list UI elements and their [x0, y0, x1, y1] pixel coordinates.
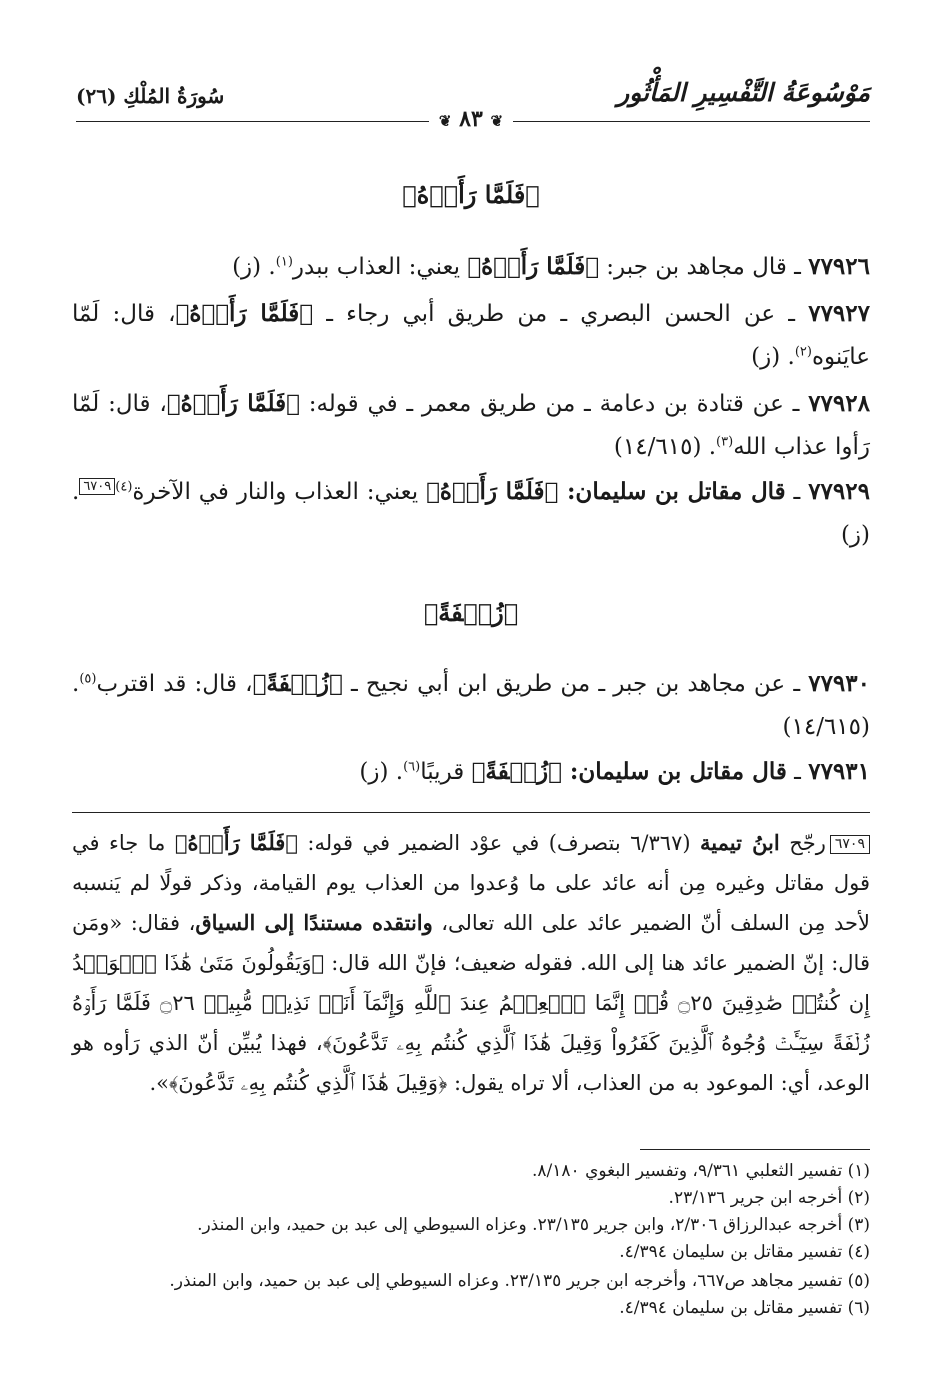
note-text: ، فقال: «ومَن قال: إنّ الضمير عائد هنا إلى الله. فقوله ضعيف؛ فإنّ الله قال:: [72, 911, 870, 975]
entry: [72, 470, 870, 557]
footnote-ref: (٤): [115, 479, 133, 495]
entry: [72, 382, 870, 469]
quran-verse: ﴿وَقِيلَ هَٰذَا ٱلَّذِي كُنتُم بِهِۦ تَدَّعُونَ﴾: [168, 1071, 448, 1095]
entry-dash: ـ: [783, 391, 809, 417]
entry-text: عن الحسن البصري ـ من طريق أبي رجاء ـ: [313, 301, 776, 327]
section-title: ﴿زُلۡفَةً﴾: [423, 598, 519, 627]
footnote: (٤) تفسير مقاتل بن سليمان ٤/٣٩٤.: [619, 1242, 870, 1262]
entry-number: ٧٧٩٢٩: [808, 478, 870, 505]
note-separator: [72, 812, 870, 813]
page-number-group: [429, 106, 513, 132]
footnote-ref: (١): [275, 254, 293, 270]
footnote-ref: (٣): [716, 434, 734, 450]
entry-text: يعني: العذاب والنار في الآخرة: [132, 479, 427, 505]
entry-source: . (ز): [72, 479, 870, 548]
entry-text: يعني: العذاب ببدر: [292, 254, 468, 280]
note-text: ما جاء في قول مقاتل وغيره مِن أنه عائد على ما وُعدوا من العذاب يوم القيامة، وذكر قولًا لم يَنسبه لأحد مِن السلف أنّ الضمير عائد على الله تعالى،: [72, 831, 871, 935]
ornament-icon: ❦: [490, 112, 504, 130]
section-title: ﴿فَلَمَّا رَأَوۡهُ﴾: [402, 180, 540, 209]
entry-source: . (١٤/٦١٥): [613, 434, 717, 460]
footnote: (١) تفسير الثعلبي ٩/٣٦١، وتفسير البغوي ٨/١٨٠.: [532, 1161, 870, 1181]
entry-number: ٧٧٩٢٧: [808, 300, 870, 327]
quran-verse: ﴿فَلَمَّا رَأَوۡهُ﴾: [166, 390, 300, 417]
note-text: رجّح: [779, 831, 826, 855]
page-number-wrap: [0, 106, 942, 132]
entry-dash: ـ: [775, 301, 809, 327]
quran-verse: ﴿زُلۡفَةً﴾: [252, 670, 343, 697]
note-number-box: ٦٧٠٩: [830, 835, 870, 854]
entry-text: ، قال: قد اقترب: [96, 671, 253, 697]
entry-dash: ـ: [785, 479, 809, 505]
footnote-ref: (٢): [794, 344, 812, 360]
note-scholar: ابنُ تيمية: [700, 830, 780, 855]
quran-verse: ﴿زُلۡفَةً﴾: [471, 758, 562, 785]
footnote: (٣) أخرجه عبدالرزاق ٢/٣٠٦، وابن جرير ٢٣/١٣٥. وعزاه السيوطي إلى عبد بن حميد، وابن المنذر.: [197, 1215, 870, 1235]
footnote-ref: (٥): [79, 671, 97, 687]
entry: [72, 245, 870, 289]
entry-source: . (ز): [232, 254, 276, 280]
note-emphasis: وانتقده مستندًا إلى السياق: [195, 910, 433, 935]
entry-source: . (١٤/٦١٥): [72, 671, 870, 740]
entry: [72, 750, 870, 794]
quran-verse: ﴿فَلَمَّا رَأَوۡهُ﴾: [174, 830, 298, 855]
entry-text: قال مجاهد بن جبر:: [599, 254, 787, 280]
entry-number: ٧٧٩٣١: [808, 758, 870, 785]
quran-verse: ﴿فَلَمَّا رَأَوۡهُ﴾: [175, 300, 314, 327]
entry-dash: ـ: [785, 671, 809, 697]
footnote: (٥) تفسير مجاهد ص٦٦٧، وأخرجه ابن جرير ٢٣/١٣٥. وعزاه السيوطي إلى عبد بن حميد، وابن المنذر.: [169, 1271, 870, 1291]
entry-source: . (ز): [359, 759, 404, 785]
note-text: ، فهذا يُبيِّن أنّ الذي رَأوه هو الوعد، أي: الموعود به من العذاب، ألا تراه يقول:: [72, 1031, 870, 1095]
entry-text: ، قال: لَمّا رَأوا عذاب الله: [72, 391, 870, 460]
footnote: (٢) أخرجه ابن جرير ٢٣/١٣٦.: [668, 1188, 870, 1208]
entry: [72, 292, 870, 379]
editorial-note: [72, 823, 870, 1103]
note-text: (٦/٣٦٧ بتصرف) في عوْد الضمير في قوله:: [297, 831, 701, 855]
entry: [72, 662, 870, 749]
entry-text: ، قال: لَمّا عايَنوه: [72, 301, 870, 370]
page-number: ٨٣: [459, 106, 483, 132]
entry-dash: ـ: [786, 759, 809, 785]
quran-verse: ﴿فَلَمَّا رَأَوۡهُ﴾: [467, 253, 599, 280]
quran-verse: ﴿وَيَقُولُونَ مَتَىٰ هَٰذَا ٱلۡوَعۡدُ إِن كُنتُمۡ صَٰدِقِينَ ۝٢٥ قُلۡ إِنَّمَا ٱلۡعِلۡمُ عِندَ ٱللَّهِ وَإِنَّمَآ أَنَا۠ نَذِيرٞ مُّبِينٞ ۝٢٦ فَلَمَّا رَأَوۡهُ زُلۡفَةً سِيٓـَٔتۡ وُجُوهُ ٱلَّذِينَ كَفَرُواْ وَقِيلَ هَٰذَا ٱلَّذِي كُنتُم بِهِۦ تَدَّعُونَ﴾: [72, 951, 870, 1055]
footnote: (٦) تفسير مقاتل بن سليمان ٤/٣٩٤.: [619, 1298, 870, 1318]
note-text: ».: [149, 1071, 169, 1095]
entry-speaker: قال مقاتل بن سليمان:: [561, 758, 787, 785]
entry-number: ٧٧٩٢٨: [808, 390, 870, 417]
entry-text: عن قتادة بن دعامة ـ من طريق معمر ـ في قوله:: [299, 391, 784, 417]
entry-text: عن مجاهد بن جبر ـ من طريق ابن أبي نجيح ـ: [342, 671, 786, 697]
entry-number: ٧٧٩٣٠: [808, 670, 870, 697]
quran-verse: ﴿فَلَمَّا رَأَوۡهُ﴾: [426, 478, 559, 505]
note-ref-box: ٦٧٠٩: [79, 478, 115, 495]
surah-label: سُورَةُ المُلْكِ (٢٦): [76, 84, 225, 108]
book-title: مَوْسُوعَةُ التَّفْسِيرِ المَأْثُور: [617, 78, 870, 107]
entry-text: قريبًا: [420, 759, 472, 785]
ornament-icon: ❦: [438, 112, 452, 130]
footnote-ref: (٦): [403, 759, 421, 775]
footnote-rule: [640, 1149, 870, 1150]
entry-speaker: قال مقاتل بن سليمان:: [558, 478, 786, 505]
entry-dash: ـ: [786, 254, 809, 280]
entry-number: ٧٧٩٢٦: [808, 253, 870, 280]
entry-source: . (ز): [751, 344, 795, 370]
